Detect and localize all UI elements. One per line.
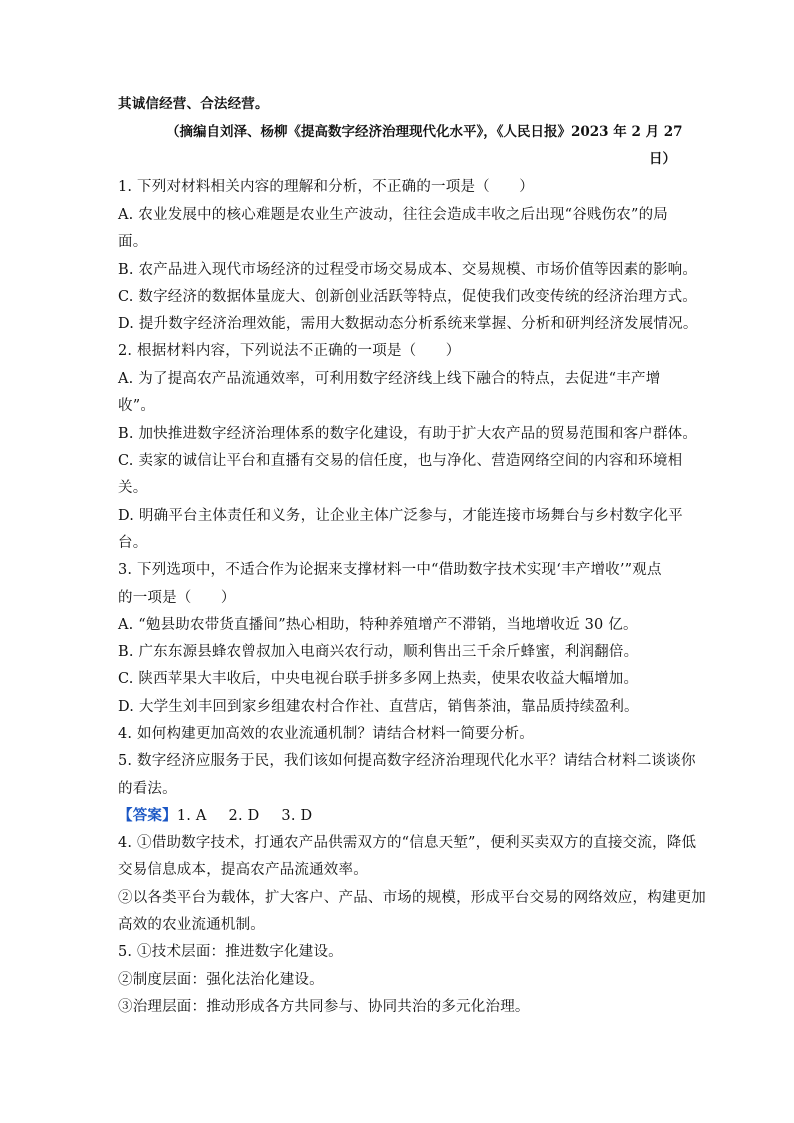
- q1-option-a-cont: 面。: [118, 234, 148, 250]
- q2-option-c: C. 卖家的诚信让平台和直播有交易的信任度，也与净化、营造网络空间的内容和环境相: [118, 453, 683, 469]
- q1-option-c: C. 数字经济的数据体量庞大、创新创业活跃等特点，促使我们改变传统的经济治理方式。: [118, 289, 697, 305]
- answer-4-point-2-cont: 高效的农业流通机制。: [118, 917, 265, 933]
- q5-stem-cont: 的看法。: [118, 781, 177, 797]
- answer-5-point-2: ②制度层面：强化法治化建设。: [118, 972, 324, 988]
- q1-option-a: A. 农业发展中的核心难题是农业生产波动，往往会造成丰收之后出现“谷贱伤农”的局: [118, 207, 669, 223]
- q3-option-b: B. 广东东源县蜂农曾叔加入电商兴农行动，顺利售出三千余斤蜂蜜，利润翻倍。: [118, 644, 639, 660]
- q1-option-d: D. 提升数字经济治理效能，需用大数据动态分析系统来掌握、分析和研判经济发展情况。: [118, 316, 698, 332]
- q1-option-b: B. 农产品进入现代市场经济的过程受市场交易成本、交易规模、市场价值等因素的影响。: [118, 262, 698, 278]
- q2-option-a: A. 为了提高农产品流通效率，可利用数字经济线上线下融合的特点，去促进“丰产增: [118, 371, 661, 387]
- source-citation-end: 日）: [649, 151, 676, 167]
- answer-4-point-1-cont: 交易信息成本，提高农产品流通效率。: [118, 862, 368, 878]
- q2-option-c-cont: 关。: [118, 480, 148, 496]
- answer-4-point-1: 4. ①借助数字技术，打通农产品供需双方的“信息天堑”，便利买卖双方的直接交流，降低: [118, 835, 697, 851]
- answer-5-point-1: 5. ①技术层面：推进数字化建设。: [118, 944, 343, 960]
- q2-option-d: D. 明确平台主体责任和义务，让企业主体广泛参与，才能连接市场舞台与乡村数字化平: [118, 508, 683, 524]
- q2-option-b: B. 加快推进数字经济治理体系的数字化建设，有助于扩大农产品的贸易范围和客户群体。: [118, 426, 698, 442]
- answer-4-point-2: ②以各类平台为载体，扩大客户、产品、市场的规模，形成平台交易的网络效应，构建更加: [118, 890, 706, 906]
- answer-1: 1. A: [176, 808, 207, 824]
- q3-stem: 3. 下列选项中，不适合作为论据来支撑材料一中“借助数字技术实现‘丰产增收’”观点: [118, 562, 662, 578]
- answer-label: 【答案】: [118, 807, 177, 824]
- answer-2: 2. D: [228, 808, 260, 824]
- q4-stem: 4. 如何构建更加高效的农业流通机制？请结合材料一简要分析。: [118, 726, 534, 742]
- answer-row: [118, 806, 678, 826]
- q3-option-c: C. 陕西苹果大丰收后，中央电视台联手拼多多网上热卖，使果农收益大幅增加。: [118, 671, 639, 687]
- q2-stem: 2. 根据材料内容，下列说法不正确的一项是（ ）: [118, 343, 461, 359]
- answer-5-point-3: ③治理层面：推动形成各方共同参与、协同共治的多元化治理。: [118, 999, 530, 1015]
- answer-3: 3. D: [281, 808, 313, 824]
- q3-option-d: D. 大学生刘丰回到家乡组建农村合作社、直营店，销售茶油，靠品质持续盈利。: [118, 699, 639, 715]
- source-citation: （摘编自刘泽、杨柳《提高数字经济治理现代化水平》，《人民日报》2023 年 2 月 27: [166, 124, 683, 140]
- q3-option-a: A. “勉县助农带货直播间”热心相助，特种养殖增产不滞销，当地增收近 30 亿。: [118, 617, 638, 633]
- passage-tail: 其诚信经营、合法经营。: [118, 96, 269, 112]
- q5-stem: 5. 数字经济应服务于民，我们该如何提高数字经济治理现代化水平？请结合材料二谈谈你: [118, 753, 696, 769]
- q3-stem-cont: 的一项是（ ）: [118, 590, 236, 606]
- q1-stem: 1. 下列对材料相关内容的理解和分析，不正确的一项是（ ）: [118, 179, 534, 195]
- q2-option-a-cont: 收”。: [118, 398, 156, 414]
- q2-option-d-cont: 台。: [118, 535, 148, 551]
